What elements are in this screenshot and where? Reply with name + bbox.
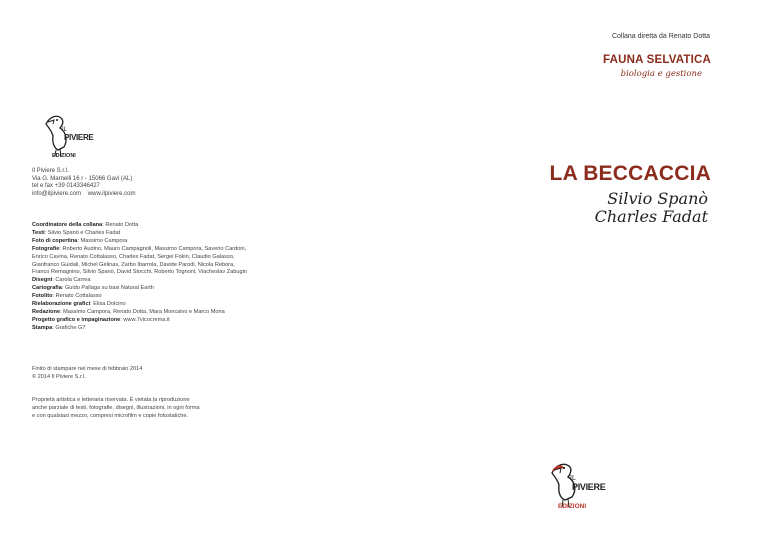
print-date: Finito di stampare nel mese di febbraio 2014: [32, 366, 143, 372]
credit-line: Gianfranco Guidali, Michel Gélinas, Zarbo Ibarrola, Davide Parodi, Nicola Rebora,: [32, 261, 235, 268]
logo-piviere-text: PIVIERE: [64, 133, 94, 142]
publisher-address: Via G. Marnelli 16 r - 15066 Gavi (AL): [32, 175, 133, 182]
credit-line: Stampa: Grafiche G7: [32, 324, 86, 331]
publisher-web: info@ilpiviere.com www.ilpiviere.com: [32, 190, 136, 197]
credit-line: Redazione: Massimo Campora, Renato Dotta, Mara Moncalvo e Marco Mona: [32, 308, 225, 315]
credit-line: Foto di copertina: Massimo Campora: [32, 237, 128, 244]
author-name: Silvio Spanò: [607, 189, 708, 208]
logo-edizioni-text: EDIZIONI: [52, 153, 76, 158]
credit-line: Franco Remagnino, Silvio Spanò, David Stocchi, Roberto Tognoni, Viacheslav Zabugin: [32, 269, 247, 276]
right-page: [384, 0, 768, 537]
il-piviere-logo: [40, 110, 100, 158]
publisher-name: Il Piviere S.r.l.: [32, 168, 69, 174]
copyright: © 2014 Il Piviere S.r.l.: [32, 373, 86, 380]
credit-line: Fotolito: Renato Cottalasso: [32, 293, 102, 300]
publisher-info: [32, 168, 135, 198]
credit-line: Testi: Silvio Spanò e Charles Fadat: [32, 229, 121, 236]
author-name: Charles Fadat: [594, 207, 708, 226]
logo-il-text: IL: [62, 127, 68, 133]
credits-block: [32, 222, 352, 333]
credit-line: Cartografia: Guido Pallaga su basi Natural Earth: [32, 285, 154, 292]
logo-piviere-text: PIVIERE: [572, 482, 606, 492]
credit-line: Enrico Cavina, Renato Cottalasso, Charles Fadat, Sergei Fokin, Claudio Galasso,: [32, 253, 235, 260]
rights-line: e con qualsiasi mezzo, compresi microfilm e copie fotostatiche.: [32, 412, 189, 419]
credit-line: Fotografie: Roberto Audino, Mauro Campagnoli, Massimo Campora, Saverio Cardoni,: [32, 245, 247, 252]
rights-line: anche parziale di testi, fotografie, disegni, illustrazioni, in ogni forma: [32, 404, 200, 411]
credit-line: Rielaborazione grafici: Elisa Dolcino: [32, 301, 126, 308]
series-director: Collana diretta da Renato Dotta: [611, 33, 710, 40]
il-piviere-logo-color: [544, 457, 614, 509]
rights-line: Proprietà artistica e letteraria riservata. È vietata la riproduzione: [32, 397, 190, 403]
logo-il-text: IL: [570, 475, 576, 482]
publisher-phone: tel e fax +39 0143346427: [32, 183, 100, 190]
logo-edizioni-text: EDIZIONI: [558, 503, 587, 509]
print-info: [32, 366, 142, 382]
credit-line: Coordinatore della collana: Renato Dotta: [32, 222, 139, 228]
credit-line: Disegni: Carola Carrea: [32, 277, 91, 284]
credit-line: Progetto grafico e impaginazione: www.7vicocrema.it: [32, 316, 170, 323]
rights-notice: [32, 397, 200, 420]
series-subtitle: biologia e gestione: [620, 69, 702, 79]
series-title: FAUNA SELVATICA: [603, 54, 711, 66]
book-title: LA BECCACCIA: [549, 162, 711, 185]
